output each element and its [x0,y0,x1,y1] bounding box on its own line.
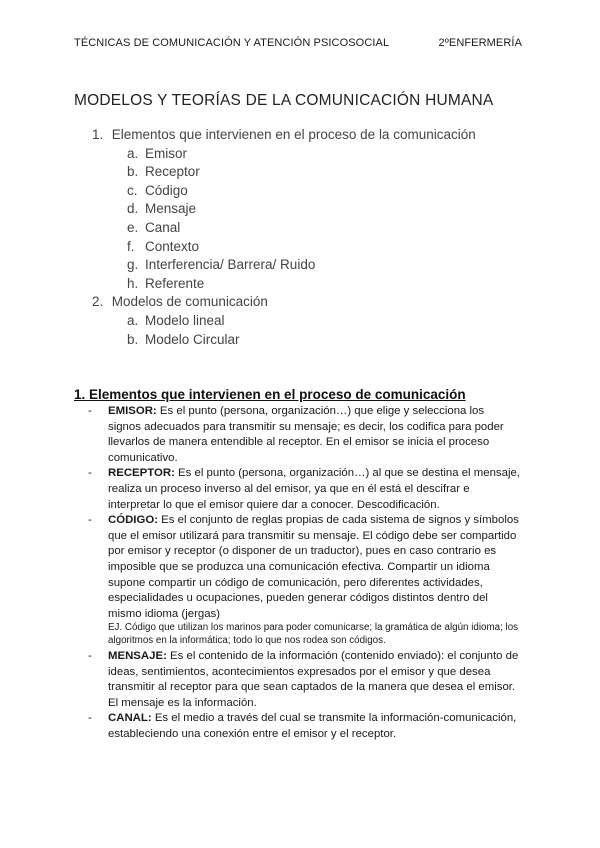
term-label: CÓDIGO: [108,514,158,527]
bullet-dash: - [88,514,92,527]
toc-item [74,293,476,312]
term-description: Es el punto (persona, organización…) al que se destina el mensaje, realiza un proceso inverso al del emisor, ya que en él está el descifrar e interpretar lo que el emisor quiere dar a conocer. Descodificación. [108,467,520,511]
term-label: EMISOR: [108,405,157,417]
term-description: Es el medio a través del cual se transmite la información-comunicación, estableciendo una conexión entre el emisor y el receptor. [108,712,517,740]
toc-subitem: f. Contexto [127,238,200,254]
code-example-note: EJ. Código que utilizan los marinos para poder comunicarse; la gramática de algún idioma; los algoritmos en la informática; todo lo que nos rodea son códigos. [108,622,519,647]
toc-subitem: a. Emisor [127,145,188,161]
toc-sublabel: Receptor [145,164,200,180]
toc-label: Elementos que intervienen en el proceso de la comunicación [111,127,476,142]
definition-receptor [88,466,520,513]
toc-sublabel: Referente [145,275,205,291]
toc-number: 1. [92,127,104,142]
definition-mensaje [88,649,520,711]
definition-codigo [88,513,520,622]
page-title: MODELOS Y TEORÍAS DE LA COMUNICACIÓN HUMANA [74,92,494,109]
definition-emisor [88,404,520,466]
table-of-contents [74,126,476,349]
toc-subitem: h. Referente [127,275,205,291]
bullet-dash: - [88,649,92,662]
term-description: Es el punto (persona, organización…) que elige y selecciona los signos adecuados para transmitir su mensaje; es decir, los codifica para poder llevarlos de manera entendible al receptor. En el emisor se inicia el proceso comunicativo. [108,405,504,464]
toc-sublabel: Modelo Circular [145,331,240,347]
toc-item [74,126,476,145]
toc-subitem: c. Código [127,182,188,198]
toc-sublabel: Contexto [145,238,200,254]
toc-number: 2. [92,294,104,310]
term-description: Es el conjunto de reglas propias de cada sistema de signos y símbolos que el emisor utilizará para transmitir su mensaje. El código debe ser compartido por emisor y receptor (o disponer de un traductor), pues en caso contrario es imposible que se produzca una comunicación efectiva. Compartir un idioma supone compartir un código de comunicación, pero diferentes actividades, especialidades u ocupaciones, pueden generar códigos distintos dentro del mismo idioma (jergas) [108,514,519,620]
toc-sublabel: Mensaje [145,201,197,217]
toc-subitem: d. Mensaje [127,201,197,217]
term-label: MENSAJE: [108,649,167,662]
toc-sublabel: Interferencia/ Barrera/ Ruido [145,257,316,273]
bullet-dash: - [88,467,92,480]
header-course-level: 2ºENFERMERÍA [438,37,522,49]
toc-sublabel: Canal [145,219,181,235]
term-label: RECEPTOR: [108,467,175,480]
page-header [74,37,522,49]
definition-canal [88,711,520,742]
toc-subitem: b. Modelo Circular [127,331,240,347]
toc-sublabel: Código [145,182,188,198]
toc-sublabel: Modelo lineal [145,312,225,328]
toc-subitem: g. Interferencia/ Barrera/ Ruido [127,257,316,273]
toc-subitem: b. Receptor [127,164,200,180]
term-description: Es el contenido de la información (contenido enviado): el conjunto de ideas, sentimientos, acontecimientos expresados por el emisor y que desea transmitir al receptor para que sean captados de la manera que desea el emisor. El mensaje es la información. [108,649,519,709]
definition-list [88,404,520,742]
bullet-dash: - [88,405,92,417]
header-course-title: TÉCNICAS DE COMUNICACIÓN Y ATENCIÓN PSICOSOCIAL [74,37,390,49]
bullet-dash: - [88,712,92,725]
toc-subitem: a. Modelo lineal [127,312,225,328]
toc-subitem: e. Canal [127,219,181,235]
section-heading: 1. Elementos que intervienen en el proceso de comunicación [74,387,466,402]
term-label: CANAL: [108,712,152,725]
toc-sublabel: Emisor [145,145,188,161]
toc-label: Modelos de comunicación [111,294,268,310]
